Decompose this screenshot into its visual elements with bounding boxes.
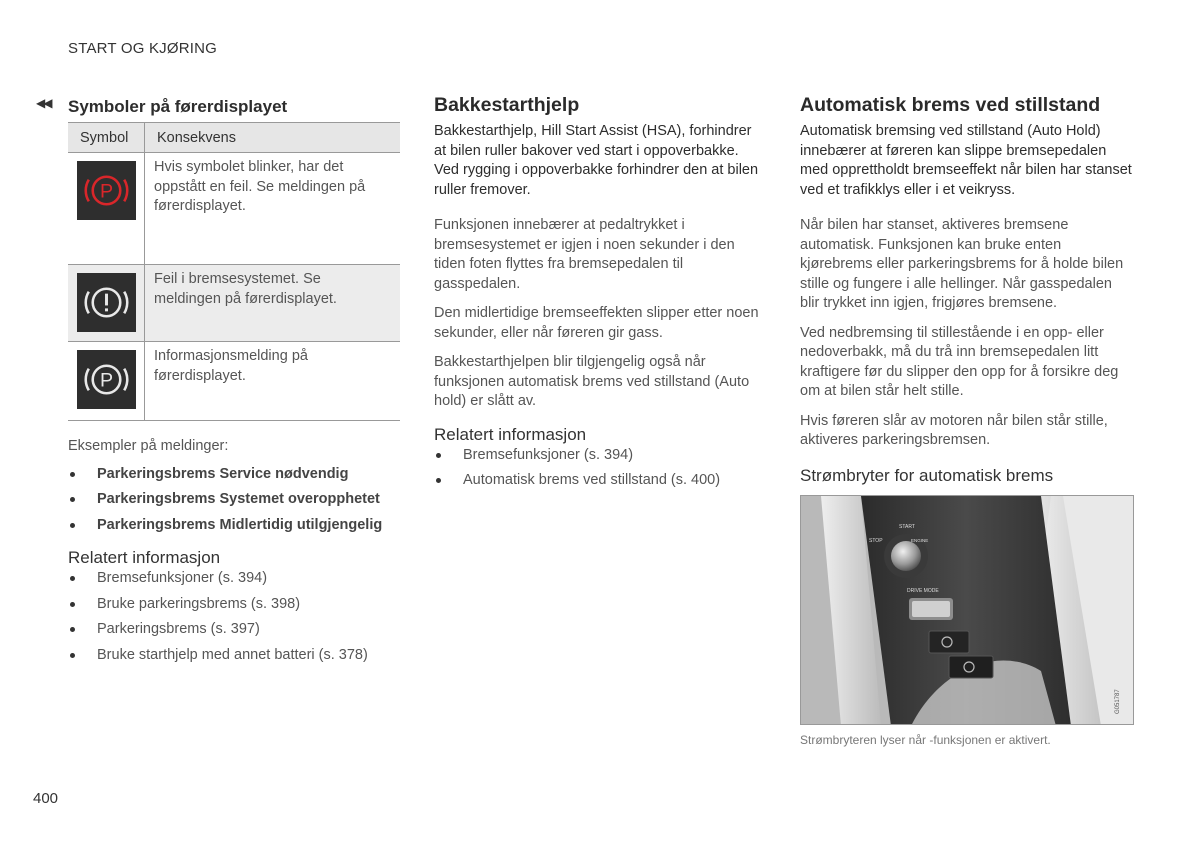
related-list [68,569,400,665]
hill-start-paragraph: Funksjonen innebærer at pedaltrykket i bremsesystemet er igjen i noen sekunder i den tiden foten flyttes fra bremsepedalen til gasspedalen. [434,217,735,292]
hill-start-title: Bakkestarthjelp [434,94,580,116]
hill-start-paragraph: Bakkestarthjelpen blir tilgjengelig også når funksjonen automatisk brems ved stillstand (Auto hold) er slått av. [434,354,750,409]
hill-start-paragraph: Den midlertidige bremseeffekten slipper etter noen sekunder, eller når føreren gir gass. [434,305,759,341]
table-header-symbol: Symbol [68,123,145,153]
related-link[interactable]: Bremsefunksjoner (s. 394) [434,446,766,466]
table-header-row [68,123,400,153]
column-hill-start [434,92,766,497]
auto-hold-lead: Automatisk bremsing ved stillstand (Auto Hold) innebærer at føreren kan slippe bremsepedalen med opprettholdt bremseeffekt når bilen har stanset ved et trafikklys eller i et veikryss. [800,123,1132,198]
examples-list [68,465,400,536]
center-console-illustration [801,496,1134,725]
photo-caption: Strømbryteren lyser når -funksjonen er aktivert. [800,732,1051,747]
symbols-table [68,122,400,421]
related-list [434,446,766,491]
image-code: G051787 [1115,688,1121,714]
auto-hold-title: Automatisk brems ved stillstand [800,94,1101,116]
related-title: Relatert informasjon [68,548,221,567]
svg-text:P: P [99,369,114,392]
table-row-text: Hvis symbolet blinker, har det oppstått en feil. Se meldingen på førerdisplayet. [145,153,401,265]
related-link[interactable]: Parkeringsbrems (s. 397) [68,620,400,640]
symbols-title: Symboler på førerdisplayet [68,97,288,116]
related-title: Relatert informasjon [434,424,587,444]
brake-system-fault-icon [77,273,136,332]
table-row [68,153,400,265]
page-number: 400 [33,790,59,807]
hill-start-lead: Bakkestarthjelp, Hill Start Assist (HSA), forhindrer at bilen ruller bakover ved start i oppoverbakke. Ved rygging i oppoverbakke forhindrer den at bilen ruller fremover. [434,123,759,198]
table-row-text: Informasjonsmelding på førerdisplayet. [145,342,401,421]
related-link[interactable]: Bruke parkeringsbrems (s. 398) [68,595,400,615]
table-row-text: Feil i bremsesystemet. Se meldingen på førerdisplayet. [145,265,401,342]
parking-brake-info-icon [77,350,136,409]
parking-brake-warning-red-icon [77,161,136,220]
table-row [68,265,400,342]
section-header: START OG KJØRING [68,40,218,57]
column-symbols [68,92,400,671]
auto-hold-paragraph: Når bilen har stanset, aktiveres bremsene automatisk. Funksjonen kan bruke enten kjørebrems eller parkeringsbrems for å holde bilen stille og fungere i alle hellinger. Når gasspedalen blir trykket inn igjen, frigjøres bremsene. [800,217,1124,311]
related-link[interactable]: Automatisk brems ved stillstand (s. 400) [434,471,766,491]
stop-label: STOP [869,537,883,544]
switch-subtitle: Strømbryter for automatisk brems [800,465,1054,485]
drive-mode-label: DRIVE MODE [907,587,939,594]
engine-label: ENGINE [911,537,929,543]
column-auto-hold [800,92,1134,747]
examples-intro: Eksempler på meldinger: [68,438,229,454]
center-console-photo [800,495,1134,725]
auto-hold-paragraph: Hvis føreren slår av motoren når bilen står stille, aktiveres parkeringsbremsen. [800,412,1108,448]
table-row [68,342,400,421]
list-item: Parkeringsbrems Systemet overopphetet [68,490,400,510]
table-header-consequence: Konsekvens [145,123,401,153]
list-item: Parkeringsbrems Midlertidig utilgjengelig [68,516,400,536]
related-link[interactable]: Bruke starthjelp med annet batteri (s. 378) [68,646,400,666]
svg-text:P: P [99,180,114,203]
related-link[interactable]: Bremsefunksjoner (s. 394) [68,569,400,589]
list-item: Parkeringsbrems Service nødvendig [68,465,400,485]
start-label: START [899,523,915,530]
auto-hold-paragraph: Ved nedbremsing til stillestående i en opp- eller nedoverbakk, må du trå inn bremsepedalen litt kraftigere før du slipper den opp for å forsikre deg om at bilen står helt stille. [800,324,1119,399]
back-navigation-icon[interactable]: ◀◀ [36,96,51,110]
